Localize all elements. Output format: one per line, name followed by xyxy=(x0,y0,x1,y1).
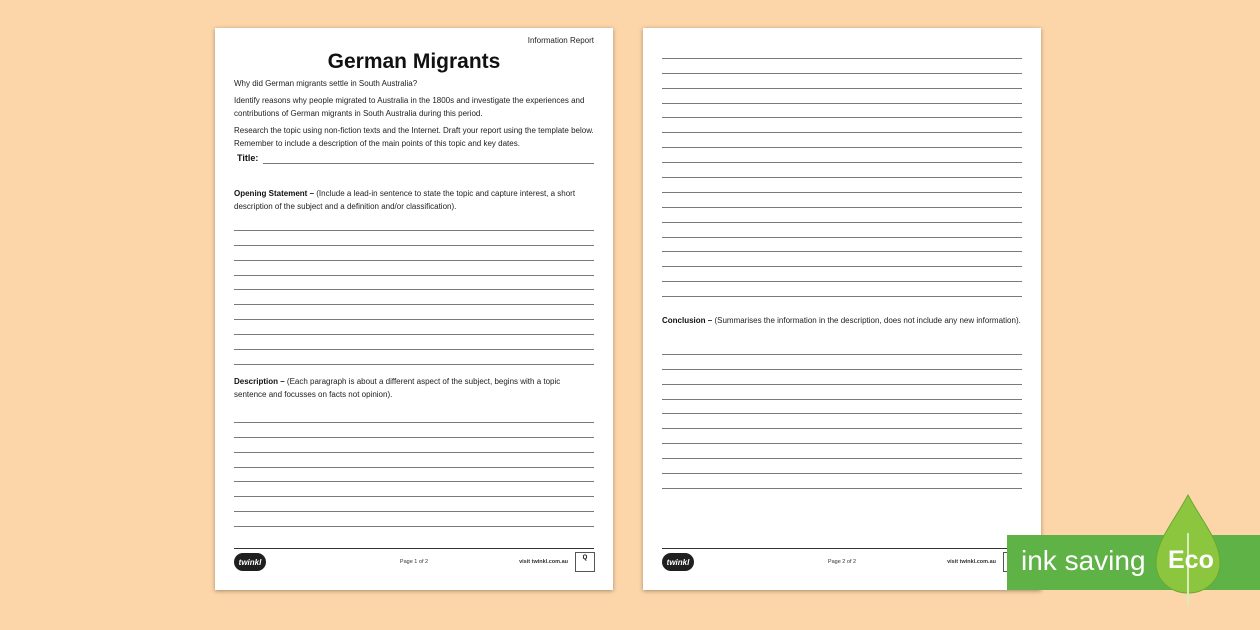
page-number: Page 2 of 2 xyxy=(827,559,857,565)
research-paragraph: Research the topic using non-fiction texts and the Internet. Draft your report using the template below. Remember to include a description of the main points of this topic and key dates. xyxy=(234,126,594,148)
page-number: Page 1 of 2 xyxy=(399,559,429,565)
worksheet-page-2 xyxy=(643,28,1041,590)
conclusion-text: (Summarises the information in the description, does not include any new information). xyxy=(712,316,1021,325)
conclusion-heading: Conclusion – xyxy=(662,316,713,325)
opening-statement-heading: Opening Statement – xyxy=(234,189,315,198)
guiding-question: Why did German migrants settle in South Australia? xyxy=(234,79,418,88)
quality-badge-icon: Q xyxy=(575,552,595,572)
footer-url: visit twinkl.com.au xyxy=(947,559,996,565)
description-text: (Each paragraph is about a different aspect of the subject, begins with a topic sentence and focusses on facts not opinion). xyxy=(234,377,561,399)
title-field[interactable] xyxy=(237,153,594,167)
worksheet-page-1 xyxy=(215,28,613,590)
description-prompt xyxy=(234,376,594,401)
opening-statement-text: (Include a lead-in sentence to state the topic and capture interest, a short description of the subject and a definition and/or classification). xyxy=(234,189,576,211)
description-heading: Description – xyxy=(234,377,285,386)
conclusion-writing-lines[interactable] xyxy=(662,340,1022,489)
title-line xyxy=(263,163,594,164)
report-type-label: Information Report xyxy=(527,36,594,45)
twinkl-logo: twinkl xyxy=(234,553,266,571)
twinkl-logo: twinkl xyxy=(662,553,694,571)
conclusion-prompt xyxy=(662,315,1022,328)
intro-paragraph: Identify reasons why people migrated to Australia in the 1800s and investigate the experiences and contributions of German migrants in South Australia during this period. xyxy=(234,96,585,118)
footer-divider xyxy=(662,548,1022,549)
opening-writing-lines[interactable] xyxy=(234,216,594,365)
opening-statement-prompt xyxy=(234,188,594,213)
title-label: Title: xyxy=(237,153,259,163)
eco-label: Eco xyxy=(1168,546,1214,574)
ink-saving-label: ink saving xyxy=(1021,545,1146,576)
footer-divider xyxy=(234,548,594,549)
description-writing-lines[interactable] xyxy=(234,408,594,527)
continued-writing-lines[interactable] xyxy=(662,44,1022,297)
page-title: German Migrants xyxy=(327,50,501,73)
footer-url: visit twinkl.com.au xyxy=(519,559,568,565)
